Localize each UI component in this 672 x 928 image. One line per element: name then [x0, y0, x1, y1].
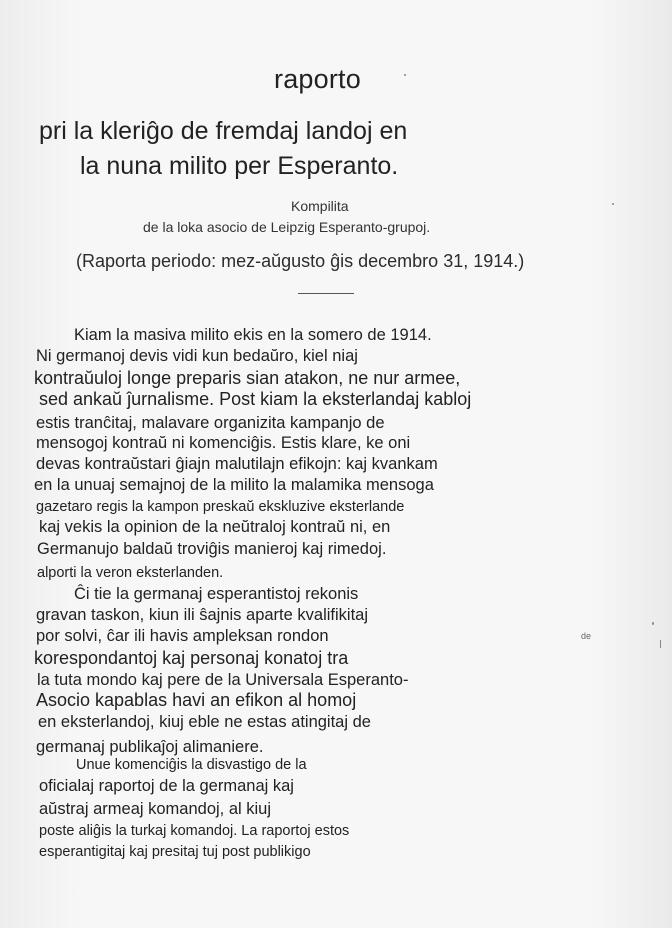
body-line-10: kaj vekis la opinion de la neŭtraloj kontraŭ ni, en	[39, 518, 391, 536]
body-line-14: gravan taskon, kiun ili ŝajnis aparte kvalifikitaj	[36, 606, 368, 624]
scan-mark	[660, 640, 661, 648]
section-divider	[298, 293, 354, 294]
body-line-20: germanaj publikaĵoj alimaniere.	[36, 738, 264, 756]
body-line-4: sed ankaŭ ĵurnalisme. Post kiam la eksterlandaj kabloj	[39, 389, 472, 409]
scan-speck	[612, 203, 614, 205]
body-line-15: por solvi, ĉar ili havis ampleksan rondon	[36, 627, 329, 645]
subtitle-line-1: pri la kleriĝo de fremdaj landoj en	[39, 117, 408, 145]
body-line-18: Asocio kapablas havi an efikon al homoj	[36, 690, 357, 710]
body-line-1: Kiam la masiva milito ekis en la somero de 1914.	[74, 326, 432, 344]
body-line-22: oficialaj raportoj de la germanaj kaj	[39, 777, 294, 795]
body-line-16: korespondantoj kaj personaj konatoj tra	[34, 648, 349, 668]
compiled-line-1: Kompilita	[291, 198, 349, 214]
body-line-17: la tuta mondo kaj pere de la Universala Esperanto-	[37, 671, 409, 689]
body-line-23: aŭstraj armeaj komandoj, al kiuj	[39, 800, 272, 818]
body-line-2: Ni germanoj devis vidi kun bedaŭro, kiel niaj	[36, 347, 358, 365]
body-line-5: estis tranĉitaj, malavare organizita kampanjo de	[36, 414, 385, 432]
body-line-13: Ĉi tie la germanaj esperantistoj rekonis	[74, 585, 359, 603]
body-line-3: kontraŭuloj longe preparis sian atakon, ne nur armee,	[34, 368, 461, 388]
compiled-line-2: de la loka asocio de Leipzig Esperanto-grupoj.	[143, 219, 431, 235]
body-line-25: esperantigitaj kaj presitaj tuj post publikigo	[39, 844, 311, 860]
body-line-6: mensogoj kontraŭ ni komenciĝis. Estis klare, ke oni	[36, 434, 411, 452]
scan-speck	[652, 622, 654, 625]
report-period: (Raporta periodo: mez-aŭgusto ĝis decembro 31, 1914.)	[76, 251, 525, 271]
body-line-21: Unue komenciĝis la disvastigo de la	[76, 757, 307, 773]
subtitle-line-2: la nuna milito per Esperanto.	[80, 152, 399, 180]
body-line-24: poste aliĝis la turkaj komandoj. La raportoj estos	[39, 823, 350, 839]
scan-speck	[404, 74, 406, 76]
body-line-19: en eksterlandoj, kiuj eble ne estas atingitaj de	[38, 713, 371, 731]
margin-note: de	[581, 631, 592, 641]
body-line-8: en la unuaj semajnoj de la milito la malamika mensoga	[34, 476, 434, 494]
body-line-9: gazetaro regis la kampon preskaŭ ekskluzive eksterlande	[36, 499, 405, 515]
body-line-11: Germanujo baldaŭ troviĝis manieroj kaj rimedoj.	[37, 540, 387, 558]
document-title: raporto	[274, 64, 361, 94]
body-line-7: devas kontraŭstari ĝiajn malutilajn efikojn: kaj kvankam	[36, 455, 438, 473]
body-line-12: alporti la veron eksterlanden.	[37, 565, 224, 581]
